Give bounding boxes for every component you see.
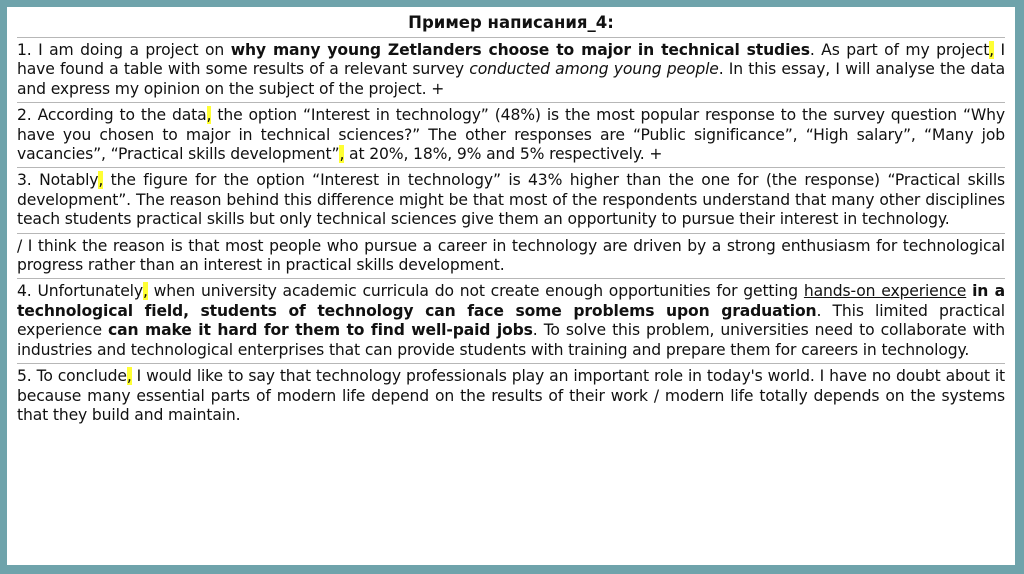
p2-highlight-comma-2: ,	[339, 145, 345, 164]
paragraph-2	[17, 106, 1005, 164]
p4-highlight-comma: ,	[142, 282, 148, 301]
divider	[17, 363, 1005, 364]
p4-bold-text-1: in a technological field	[17, 282, 1005, 320]
paragraph-5	[17, 367, 1005, 425]
p4-text-h: . This limited practical experience	[17, 301, 1005, 340]
p1-text-a: 1. I am doing a project on	[17, 41, 231, 59]
p4-underlined-text: hands-on experience	[803, 282, 967, 301]
p1-highlight-comma: ,	[989, 41, 994, 59]
p3-text-b: the figure for the option “Interest in technology” is 43% higher than the one for (the response) “Practical skills development”. The reason behind this difference might be that most of the respondents understand that many other disciplines teach students practical skills but only technical sciences give them an opportunity to pursue their interest in technology.	[17, 171, 1005, 229]
paragraph-3	[17, 171, 1005, 229]
paragraph-4	[17, 282, 1005, 360]
paragraph-1	[17, 41, 1005, 99]
paragraph-3-alternative: / I think the reason is that most people who pursue a career in technology are driven by a strong enthusiasm for technological progress rather than an interest in practical skills development.	[17, 236, 1005, 275]
p1-bold-topic: why many young Zetlanders choose to major in technical studies	[230, 41, 810, 59]
divider	[17, 102, 1005, 103]
p4-text-a: 4. Unfortunately	[17, 282, 143, 301]
p2-highlight-comma-1: ,	[206, 106, 212, 125]
divider	[17, 167, 1005, 168]
p4-bold-comma: ,	[183, 301, 201, 320]
p4-bold-text-3: can make it hard for them to find well-paid jobs	[108, 321, 533, 340]
p5-highlight-comma: ,	[126, 367, 132, 386]
divider	[17, 278, 1005, 279]
p2-text-a: 2. According to the data	[17, 106, 207, 125]
p4-bold-text-2: students of technology can face some problems upon graduation	[200, 301, 817, 320]
p3-text-a: 3. Notably	[17, 171, 99, 190]
divider	[17, 233, 1005, 234]
p4-text-b: when university academic curricula do not create enough opportunities for getting	[147, 282, 804, 301]
p1-italic-text: conducted among young people	[469, 60, 719, 79]
p2-text-c: at 20%, 18%, 9% and 5% respectively. +	[344, 145, 663, 164]
p1-text-c: . As part of my project	[809, 41, 990, 59]
p5-text-a: 5. To conclude	[17, 367, 127, 386]
p1-text-d: I have found a table with some results of a relevant survey	[17, 41, 1005, 79]
p4-text-j: . To solve this problem, universities need to collaborate with industries and technological enterprises that can provide students with training and prepare them for careers in technology.	[17, 321, 1005, 359]
divider	[17, 37, 1005, 38]
p2-text-b: the option “Interest in technology” (48%) is the most popular response to the survey question “Why have you chosen to major in technical sciences?” The other responses are “Public significance”, “High salary”, “Many job vacancies”, “Practical skills development”	[17, 106, 1005, 164]
slide	[7, 7, 1015, 565]
p1-text-f: . In this essay, I will analyse the data and express my opinion on the subject of the project. +	[17, 60, 1005, 98]
slide-title: Пример написания_4:	[408, 13, 614, 32]
p3-highlight-comma: ,	[98, 171, 104, 190]
p5-text-b: I would like to say that technology professionals play an important role in today's world. I have no doubt about it because many essential parts of modern life depend on the results of their work / modern life totally depends on the systems that they build and maintain.	[17, 367, 1005, 424]
